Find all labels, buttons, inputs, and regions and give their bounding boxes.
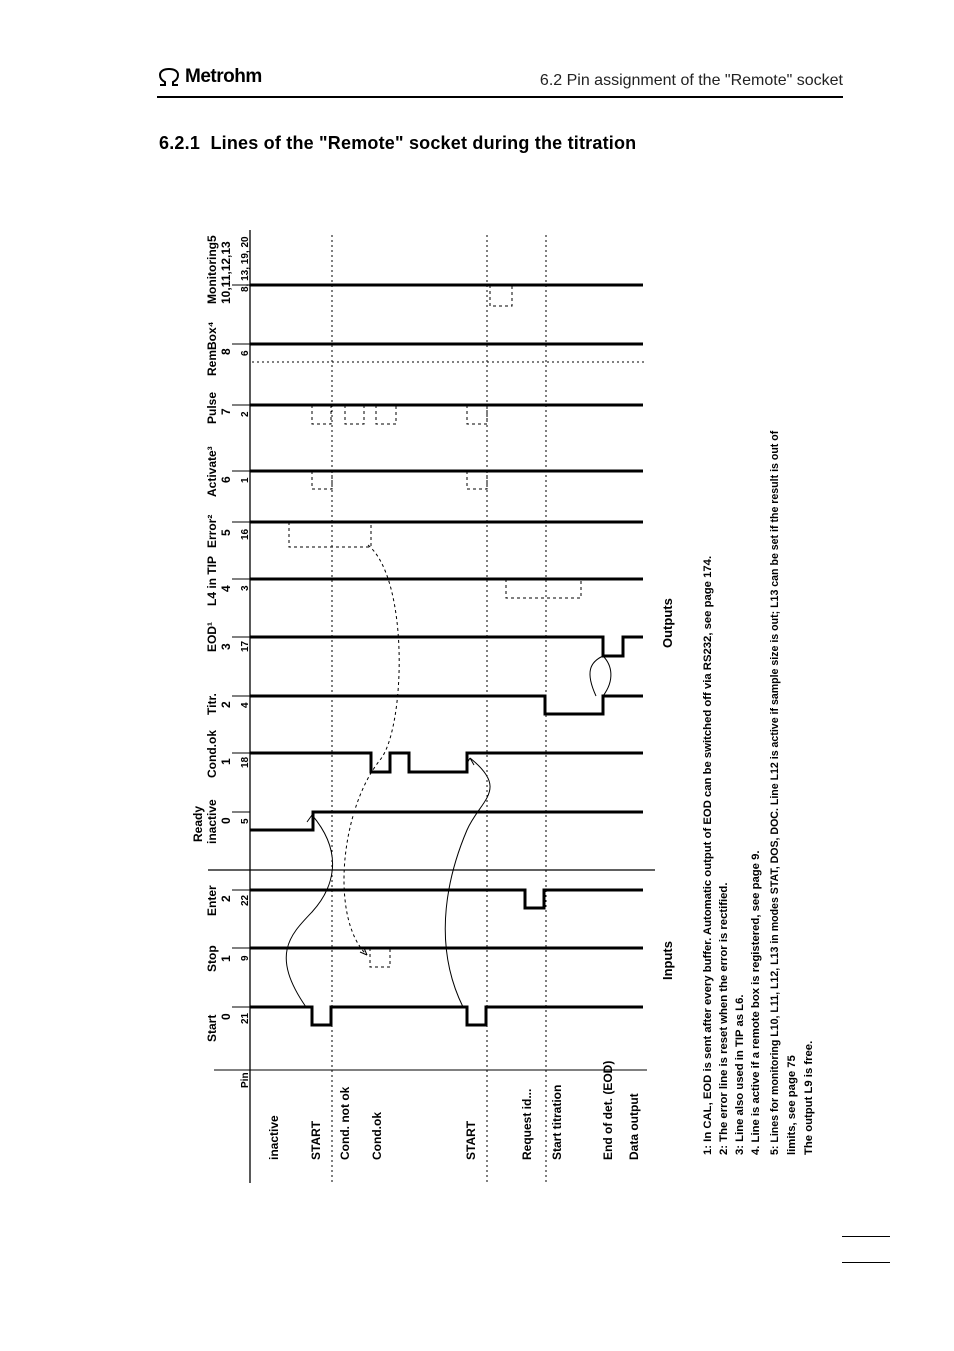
output-error-pin: 16 [240,528,251,540]
signal-pulse-pulse4 [467,405,487,424]
optional-pulses [289,285,581,598]
output-eod-bit: 3 [219,643,233,650]
arrow-eod-lower [603,656,611,696]
footnote-5: 5: Lines for monitoring L10, L11, L12, L13 in modes STAT, DOS, DOC. Line L12 is active if sample size is out; L13 can be set if the result is out of [769,430,781,1155]
output-pulse-name: Pulse [205,391,219,424]
diagram-labels [191,235,251,1088]
output-cond-ok-name: Cond.ok [205,730,219,778]
output-activate-bit: 6 [219,476,233,483]
signal-cond-ok [250,753,643,772]
event-label-start2: START [464,1120,478,1160]
output-rembox-pin: 6 [240,350,251,356]
group-labels [660,598,675,980]
event-label-start1: START [309,1120,323,1160]
output-signals [250,285,643,830]
output-eod-pin: 17 [240,640,251,652]
output-rembox-bit: 8 [219,348,233,355]
output-pulse-pin: 2 [240,411,251,417]
event-label-request-id: Request id... [520,1088,534,1160]
arrow-start-ready [286,815,332,1007]
arrow-start-condok [445,758,490,1007]
signal-ready [250,812,643,830]
signal-activate-pulse2 [467,471,487,489]
output-error-name: Error² [205,514,219,548]
footnote-4: 4. Line is active if a remote box is registered, see page 9. [750,850,762,1155]
output-monitoring-pin: 8, 13, 19, 20 [240,236,251,292]
input-start-bit: 0 [219,1013,233,1020]
output-activate-name: Activate³ [205,446,219,497]
footnote-1: 1: In CAL, EOD is sent after every buffer. Automatic output of EOD can be switched off via RS232, see page 174. [702,555,714,1155]
output-cond-ok-bit: 1 [219,758,233,765]
event-label-cond-ok: Cond.ok [370,1112,384,1160]
outputs-label: Outputs [660,598,675,648]
arrow-eod-upper [590,656,603,696]
footnote-2: 2: The error line is reset when the error is rectified. [718,882,730,1155]
output-monitoring-name: Monitoring5 [205,235,219,304]
signal-activate-pulse1 [312,471,332,489]
input-stop-name: Stop [205,945,219,972]
inputs-label: Inputs [660,941,675,980]
output-titration-bit: 2 [219,701,233,708]
event-label-end-of-det: End of det. (EOD) [601,1060,615,1160]
output-titration-pin: 4 [240,702,251,708]
output-cond-ok-pin: 18 [240,756,251,768]
event-markers [332,235,546,1183]
input-enter-pin: 22 [240,894,251,906]
input-enter-bit: 2 [219,895,233,902]
output-l4-name: L4 in TIP [205,555,219,606]
output-pulse-bit: 7 [219,408,233,415]
output-ready-name-line2: inactive [205,799,219,844]
causal-arrows [286,656,611,1007]
footnotes [702,430,815,1155]
signal-pulse-pulse1 [312,405,331,424]
event-label-start-titration: Start titration [550,1084,564,1160]
input-enter-name: Enter [205,885,219,916]
input-start-name: Start [205,1014,219,1042]
output-l4-bit: 4 [219,585,233,592]
output-l4-pin: 3 [240,585,251,591]
signal-pulse-pulse3 [376,405,396,424]
output-error-bit: 5 [219,529,233,536]
arrow-error-stop [344,545,399,955]
footnote-5-continued: limits, see page 75 [786,1055,798,1155]
output-ready-pin: 5 [240,818,251,824]
output-ready-bit: 0 [219,817,233,824]
signal-start [250,1007,643,1025]
corner-rule-bottom [842,1262,890,1263]
footnote-6: The output L9 is free. [803,1040,815,1155]
output-monitoring-bit: 10,11,12,13 [219,241,233,304]
logo-text: Metrohm [185,66,262,87]
output-titration-name: Titr. [205,693,219,715]
input-stop-pin: 9 [240,955,251,961]
event-labels [267,1061,641,1160]
signal-stop-pulse [370,948,390,967]
input-stop-bit: 1 [219,955,233,962]
output-ready-name-line1: Ready [191,805,205,842]
signal-pulse-pulse2 [345,405,364,424]
output-rembox-name: RemBox⁴ [205,321,219,376]
event-label-cond-not-ok: Cond. not ok [338,1086,352,1160]
signal-error-pulse [289,522,371,547]
running-head: 6.2 Pin assignment of the "Remote" socket [539,72,843,89]
signal-l4-pulse [506,579,581,598]
event-label-inactive: inactive [267,1115,281,1160]
input-start-pin: 21 [240,1012,251,1024]
corner-rule-top [842,1236,890,1237]
footnote-3: 3: Line also used in TIP as L6. [734,994,746,1155]
signal-monitoring-pulse [490,285,512,306]
section-title-text: Lines of the "Remote" socket during the titration [210,133,637,153]
event-label-data-output: Data output [627,1093,641,1160]
output-activate-pin: 1 [240,477,251,483]
signal-titration [250,696,643,714]
pin-header: Pin [240,1072,251,1088]
output-eod-name: EOD¹ [205,622,219,652]
section-number: 6.2.1 [159,133,201,153]
signal-eod [250,637,643,656]
